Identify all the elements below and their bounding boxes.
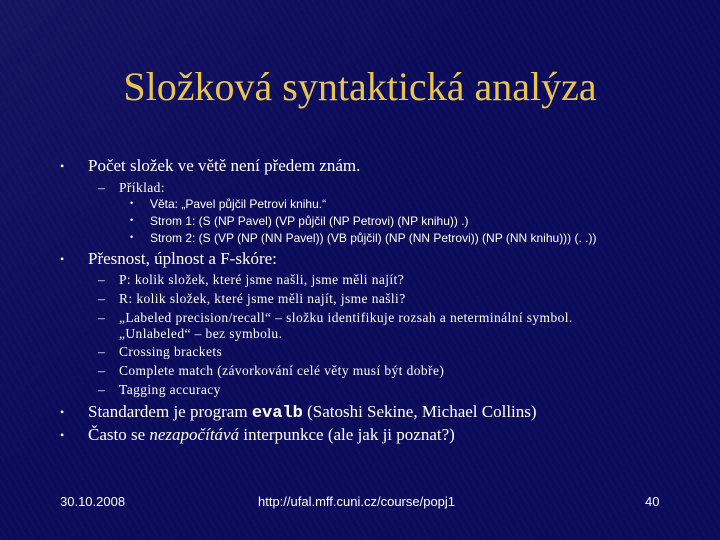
sub-sub-item-text: Věta: „Pavel půjčil Petrovi knihu.“ [150,197,327,211]
bullet-text: Počet složek ve větě není předem znám. [88,156,361,175]
sub-item-text: „Unlabeled“ – bez symbolu. [119,326,283,341]
sub-sub-item-text: Strom 1: (S (NP Pavel) (VP půjčil (NP Petrovi) (NP knihu)) .) [150,214,469,228]
sub-item-text: Příklad: [119,180,165,195]
dash-icon: – [98,291,106,306]
sub-item-text: Tagging accuracy [119,382,221,397]
sub-sub-item-text: Strom 2: (S (VP (NP (NN Pavel)) (VB půjčil) (NP (NN Petrovi)) (NP (NN knihu))) (. .)) [150,231,597,245]
dash-icon: – [98,382,106,397]
dash-icon: – [98,272,106,287]
bullet-icon: • [130,232,134,242]
bullet-icon: • [60,252,65,266]
emphasized-text: nezapočítává [149,425,240,444]
program-name: evalb [251,404,303,423]
dash-icon: – [98,180,106,195]
page-number: 40 [645,494,660,509]
bullet-text: Přesnost, úplnost a F-skóre: [88,249,277,268]
sub-item-text: Crossing brackets [119,344,223,359]
footer-date: 30.10.2008 [60,494,126,509]
sub-item-text: P: kolik složek, které jsme našli, jsme měli najít? [119,272,405,287]
text-segment: interpunkce (ale jak ji poznat?) [239,425,455,444]
bullet-icon: • [60,405,65,419]
bullet-text [88,425,455,445]
footer-url[interactable]: http://ufal.mff.cuni.cz/course/popj1 [258,494,456,509]
sub-item-text: R: kolik složek, které jsme měli najít, jsme našli? [119,291,406,306]
slide-title: Složková syntaktická analýza [123,64,597,109]
bullet-text [88,402,537,424]
sub-item-text: Complete match (závorkování celé věty musí být dobře) [119,363,445,378]
dash-icon: – [98,344,106,359]
bullet-icon: • [60,159,65,173]
dash-icon: – [98,310,106,325]
text-segment: (Satoshi Sekine, Michael Collins) [302,402,537,421]
bullet-icon: • [130,215,134,225]
text-segment: Často se [88,425,150,444]
bullet-icon: • [60,428,65,442]
bullet-icon: • [130,198,134,208]
text-segment: Standardem je program [88,402,252,421]
sub-item-text: „Labeled precision/recall“ – složku identifikuje rozsah a neterminální symbol. [119,310,573,325]
dash-icon: – [98,363,106,378]
